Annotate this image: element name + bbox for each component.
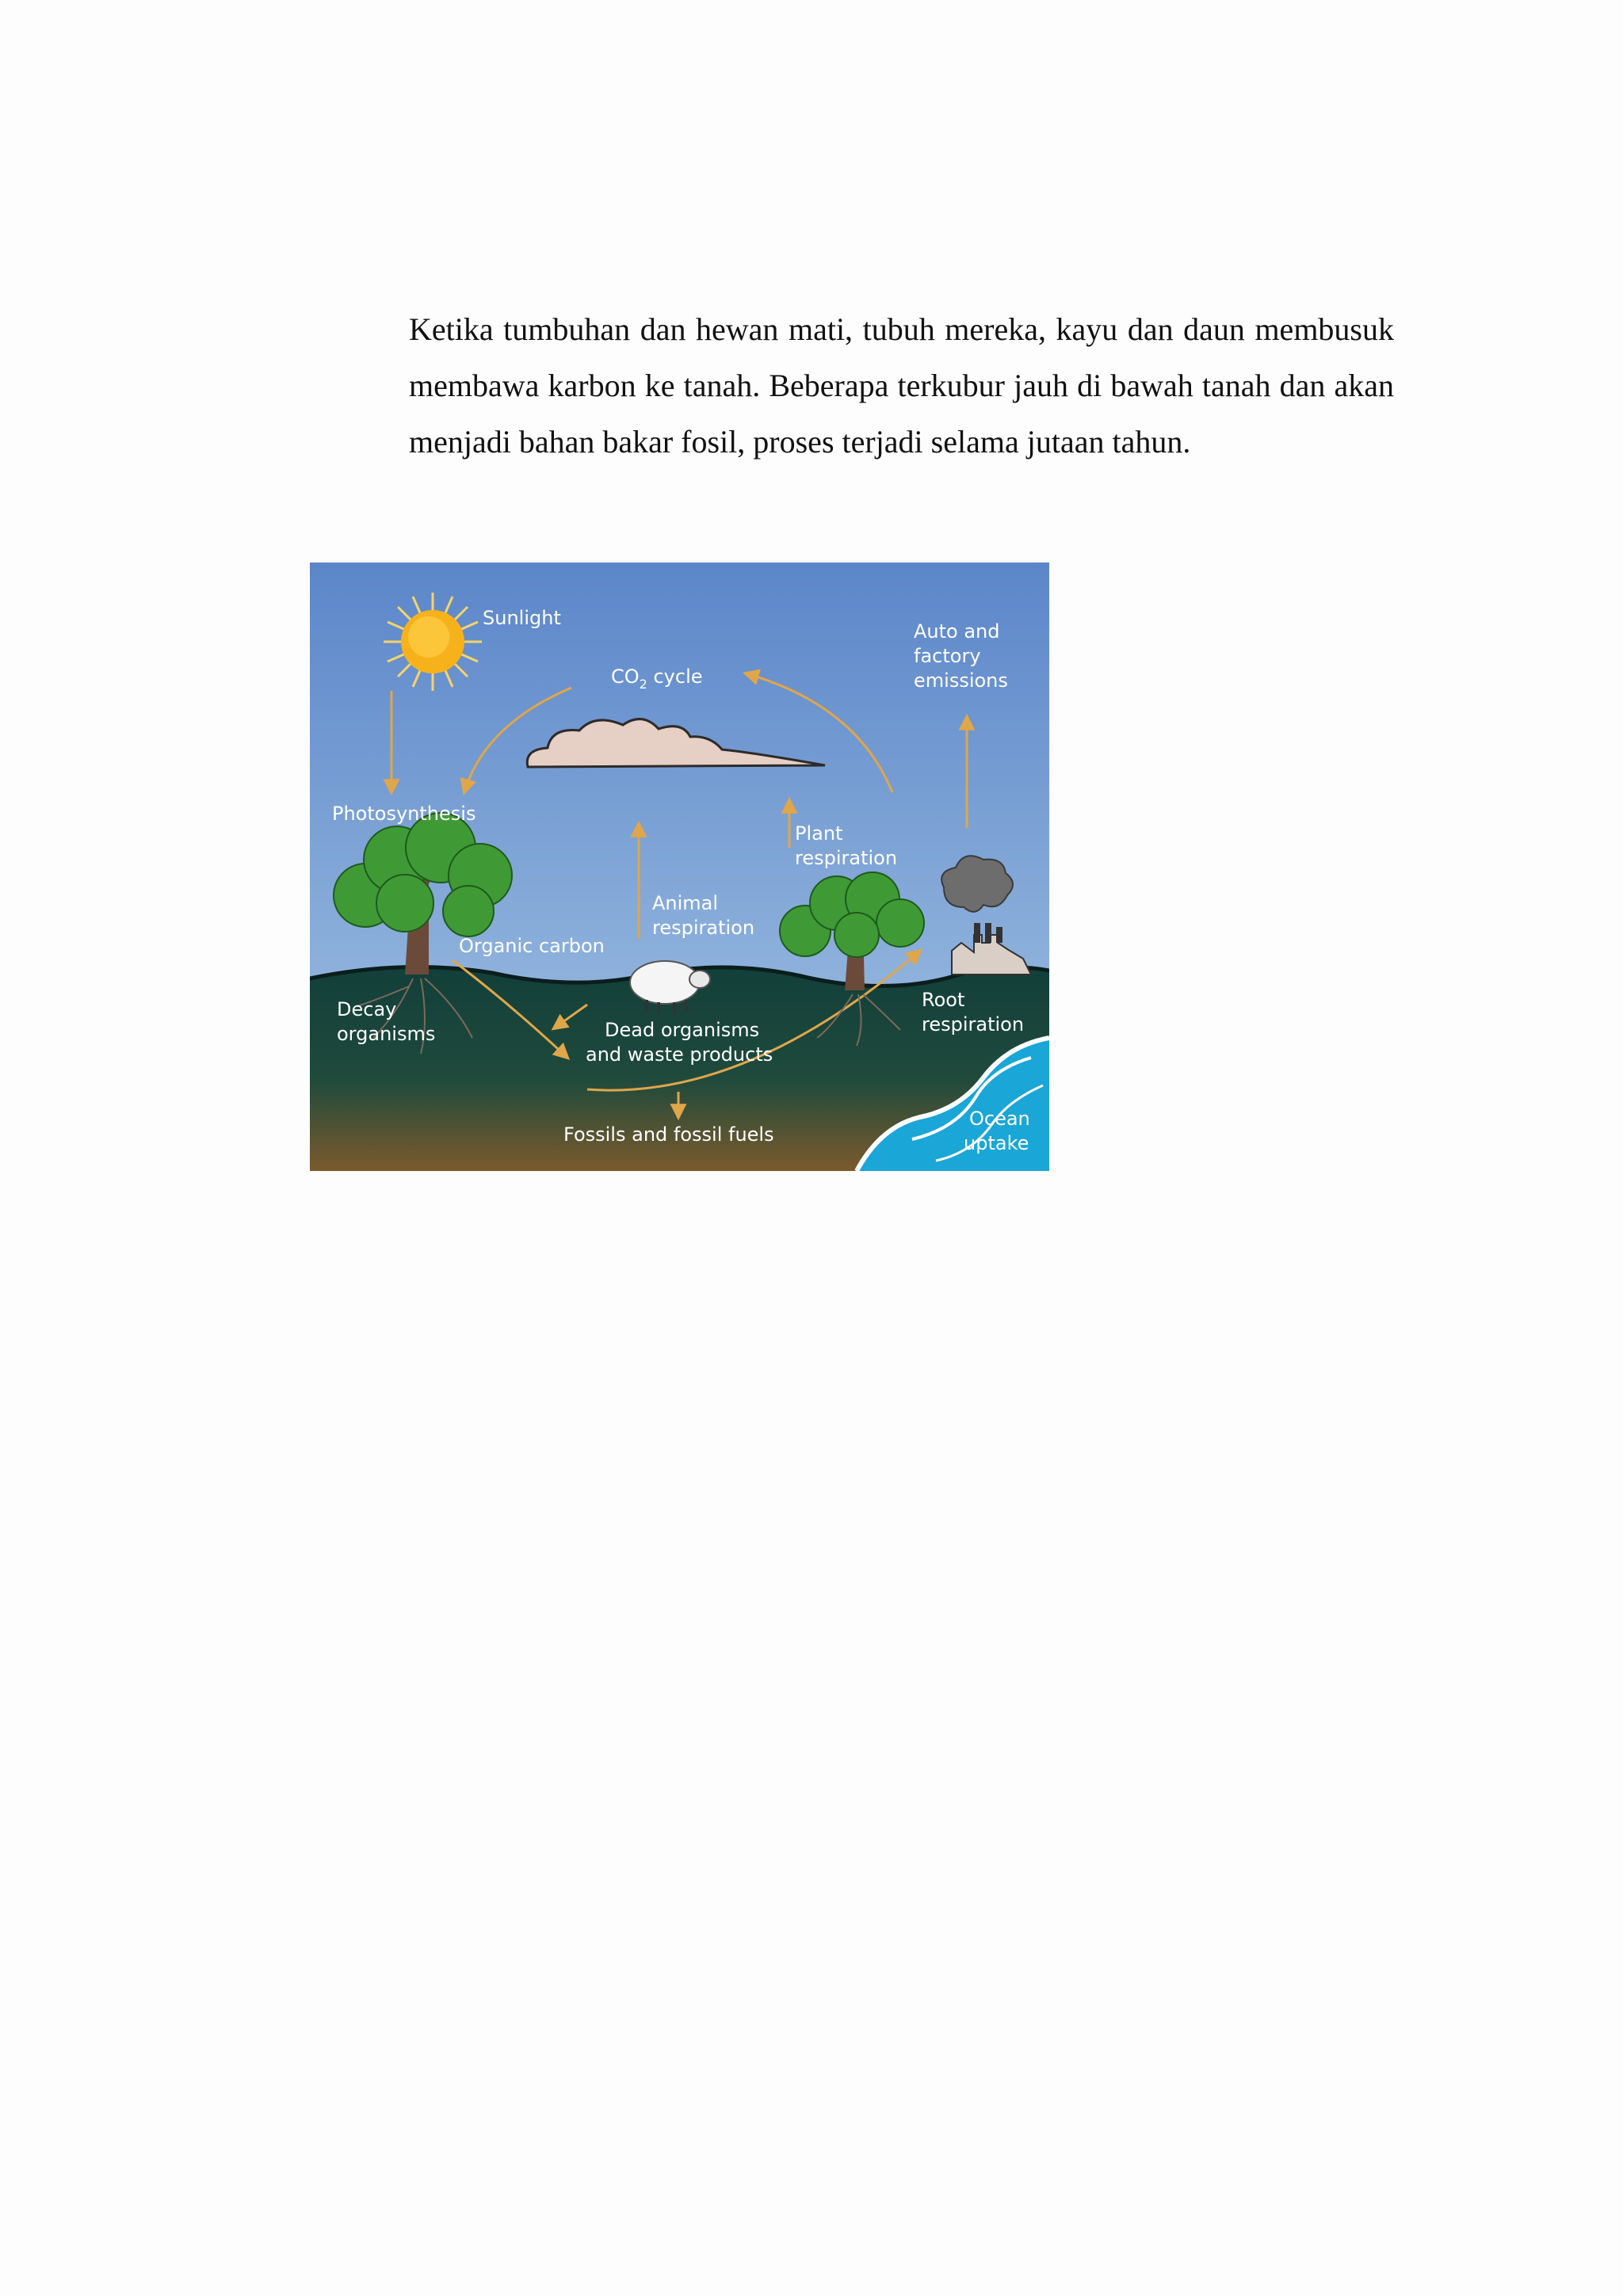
label-organic-carbon: Organic carbon (459, 935, 605, 957)
label-plant-resp-line1: Plant (795, 822, 843, 845)
label-auto-line1: Auto and (914, 620, 1000, 643)
label-auto-line2: factory (914, 645, 981, 667)
label-animal-resp-line2: respiration (652, 917, 755, 939)
label-sunlight: Sunlight (483, 607, 561, 629)
carbon-cycle-diagram (310, 563, 1049, 1171)
label-animal-resp-line1: Animal (652, 892, 719, 914)
label-auto-line3: emissions (914, 669, 1008, 692)
label-ocean-line1: Ocean (969, 1108, 1030, 1130)
label-fossils: Fossils and fossil fuels (563, 1123, 774, 1146)
label-decay-line1: Decay (337, 998, 397, 1020)
label-ocean-line2: uptake (964, 1132, 1029, 1154)
label-dead-line1: Dead organisms (605, 1019, 760, 1041)
body-paragraph: Ketika tumbuhan dan hewan mati, tubuh mereka, kayu dan daun membusuk membawa karbon ke tanah. Beberapa terkubur jauh di bawah tanah dan akan menjadi bahan bakar fosil, proses terjadi selama jutaan tahun. (409, 311, 1394, 460)
label-photosynthesis: Photosynthesis (332, 803, 476, 825)
label-root-line1: Root (922, 989, 965, 1011)
label-dead-line2: and waste products (586, 1043, 773, 1066)
carbon-cycle-svg (310, 563, 1049, 1171)
sun-icon (384, 593, 482, 691)
label-plant-resp-line2: respiration (795, 847, 898, 869)
label-co2-cycle: $CO_2$ cycle (611, 666, 703, 692)
label-decay-line2: organisms (337, 1023, 436, 1045)
label-root-line2: respiration (922, 1013, 1025, 1035)
